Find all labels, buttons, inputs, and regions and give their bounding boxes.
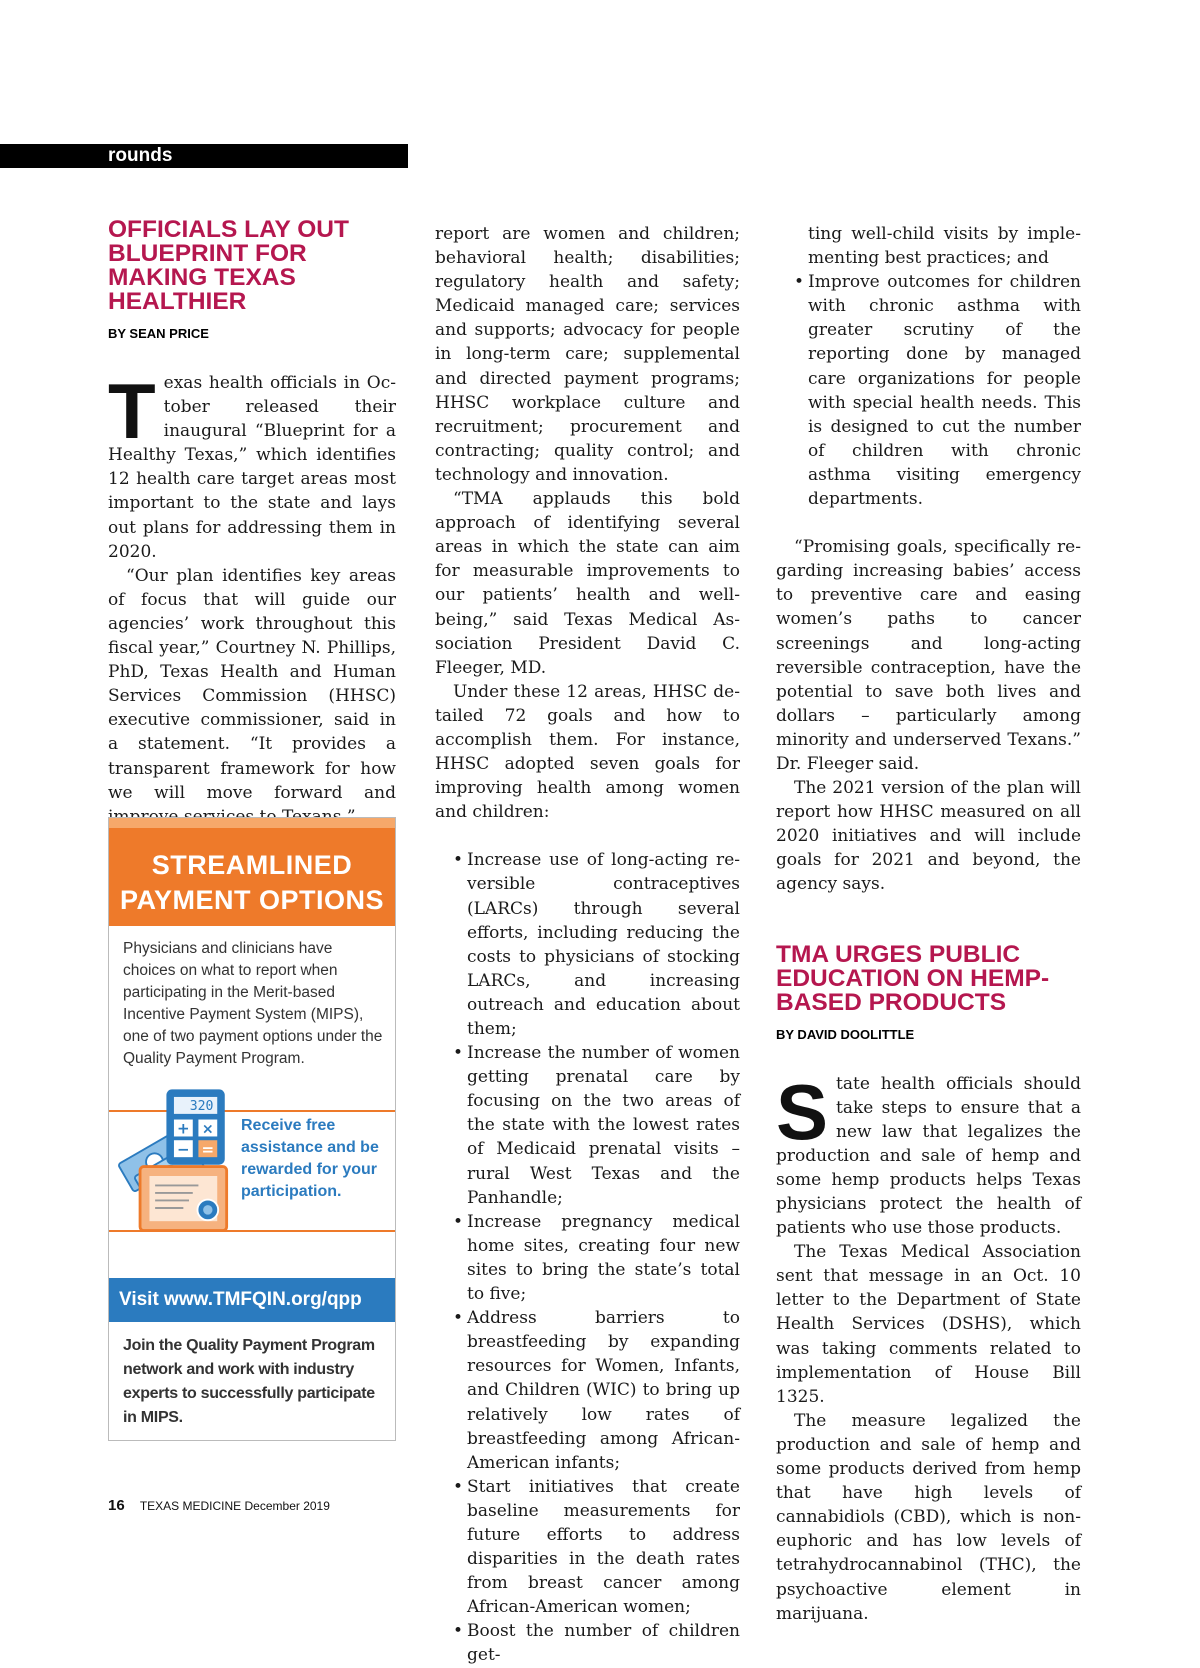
- article2-dropcap: S: [776, 1067, 829, 1156]
- column-3: [776, 222, 1081, 1626]
- goals-list-continued: [776, 270, 1081, 511]
- list-item: • Boost the number of children get-: [435, 1619, 740, 1667]
- svg-text:−: −: [177, 1140, 190, 1159]
- list-item: • Increase use of long-acting reversible contraceptives (LARCs) through several efforts, including reducing the costs to physicians of stocking LARCs, and increasing outreach and education about them;: [435, 848, 740, 1041]
- list-item: • Improve outcomes for children with chronic asthma with greater scrutiny of the reporting done by managed care organizations for people with special health needs. This is designed to cut the number of children with chronic asthma visiting emergency departments.: [776, 270, 1081, 511]
- certificate-icon: [140, 1167, 227, 1231]
- article1-p1-text: exas health officials in October released their inaugural “Blueprint for a Healthy Texas,” which identifies 12 health care target areas most important to the state and lays out plans for addressing them in 2020.: [108, 373, 396, 562]
- article2-headline: TMA URGES PUBLIC EDUCATION ON HEMP-BASED PRODUCTS: [776, 940, 1050, 1016]
- list-item: • Increase the number of women getting prenatal care by focusing on the two areas of the state with the lowest rates of Medicaid prenatal visits – rural West Texas and the Panhandle;: [435, 1041, 740, 1210]
- column-1: [108, 218, 396, 853]
- ad-intro: Physicians and clinicians have choices on what to report when participating in the Merit-based Incentive Payment System (MIPS), one of two payment options under the Quality Payment Program.: [123, 940, 383, 1067]
- list-item: • Address barriers to breastfeeding by expanding resources for Women, Infants, and Children (WIC) to bring up relatively low rates of breastfeeding among African-American infants;: [435, 1306, 740, 1475]
- section-label: rounds: [108, 145, 173, 166]
- ad-title: [109, 848, 395, 918]
- publication-name: TEXAS MEDICINE: [139, 1499, 242, 1513]
- issue-date: December 2019: [244, 1499, 330, 1513]
- article1-paragraph-1: [108, 367, 396, 564]
- ad-title-line1: STREAMLINED: [151, 850, 353, 880]
- article1-paragraph-2: “Our plan identifies key areas of focus that will guide our agencies’ work throughout this fiscal year,” Courtney N. Phillips, PhD, Texas Health and Human Services Commission (HHSC) executive commissioner, said in a statement. “It provides a transparent framework for how we will move forward and: [108, 565, 396, 803]
- calculator-icon: [166, 1089, 224, 1164]
- column-2: [435, 222, 740, 1668]
- article2-p1-text: tate health officials should take steps to ensure that a new law that legalizes the production and sale of hemp and some hemp products helps Texas physicians protect the health of patients who use those products.: [776, 1073, 1081, 1239]
- article1-headline: OFFICIALS LAY OUT BLUEPRINT FOR MAKING TEXAS HEALTHIER: [108, 216, 349, 315]
- article1-paragraph-4: “TMA applauds this bold approach of identifying several areas in which the state can aim for measurable improvements to our patients’ health and well-being,” said Texas Medical Association President David C. Fleeger, MD.: [435, 489, 740, 678]
- ad-reward-text: Receive free assistance and be rewarded for your participation.: [241, 1117, 379, 1200]
- goals-list: [435, 848, 740, 1667]
- list-item: • Increase pregnancy medical home sites, creating four new sites to bring the state’s total to five;: [435, 1210, 740, 1306]
- ad-join-text: Join the Quality Payment Program network and work with industry experts to successfully participate in MIPS.: [123, 1337, 375, 1426]
- ad-title-line2: PAYMENT OPTIONS: [119, 885, 385, 915]
- ad-header: [109, 818, 395, 926]
- page-footer: [108, 1497, 330, 1514]
- list-item: • Start initiatives that create baseline measurements for future efforts to address disparities in the death rates from breast cancer among African-American women;: [435, 1475, 740, 1620]
- svg-text:=: =: [201, 1140, 215, 1159]
- section-bar: [0, 144, 408, 168]
- article1-paragraph-6: “Promising goals, specifically regarding increasing babies’ access to preventive care and easing women’s paths to cancer screenings and long-acting reversible contraception, have the potential to save both lives and dollars – particularly among minority and underserved Texans.” Dr. Fleeger said.: [776, 537, 1081, 774]
- article1-paragraph-3-continued: report are women and children; behavioral health; disabilities; regulatory health and safety; Medicaid managed care; services and supports; advocacy for people in long-term care; supplemental and directed payment programs; HHSC workplace culture and recruitment; procurement and contracting; quality control; and technology and innovation.: [435, 224, 740, 485]
- ad-visit-link[interactable]: Visit www.TMFQIN.org/qpp: [109, 1278, 395, 1322]
- article2-byline: BY DAVID DOOLITTLE: [776, 1026, 915, 1042]
- article2-paragraph-2: The Texas Medical Association sent that message in an Oct. 10 letter to the Department of State Health Services (DSHS), which was taking comments related to implementation of House Bill 1325.: [776, 1242, 1081, 1407]
- article1-paragraph-5: Under these 12 areas, HHSC detailed 72 goals and how to accomplish them. For instance, HHSC adopted seven goals for improving health among women and children:: [435, 681, 740, 823]
- page-number: 16: [108, 1497, 125, 1514]
- article1-paragraph-7: The 2021 version of the plan will report how HHSC measured on all 2020 initiatives and will include goals for 2021 and beyond, the agency says.: [776, 778, 1081, 895]
- svg-text:+: +: [177, 1119, 190, 1138]
- advertisement: [108, 817, 396, 1441]
- article1-byline: BY SEAN PRICE: [108, 326, 209, 341]
- article2-paragraph-1: [776, 1067, 1081, 1241]
- calculator-display: 320: [189, 1099, 214, 1115]
- article2-paragraph-3: The measure legalized the production and sale of hemp and some products derived from hemp that have high levels of cannabidiols (CBD), which is non-euphoric and has low levels of tetrahydrocannabinol (THC), the psychoactive element in marijuana.: [776, 1410, 1081, 1624]
- list-item-continued: ting well-child visits by implementing best practices; and: [808, 224, 1081, 269]
- svg-text:×: ×: [201, 1121, 214, 1138]
- article1-dropcap: T: [108, 367, 156, 455]
